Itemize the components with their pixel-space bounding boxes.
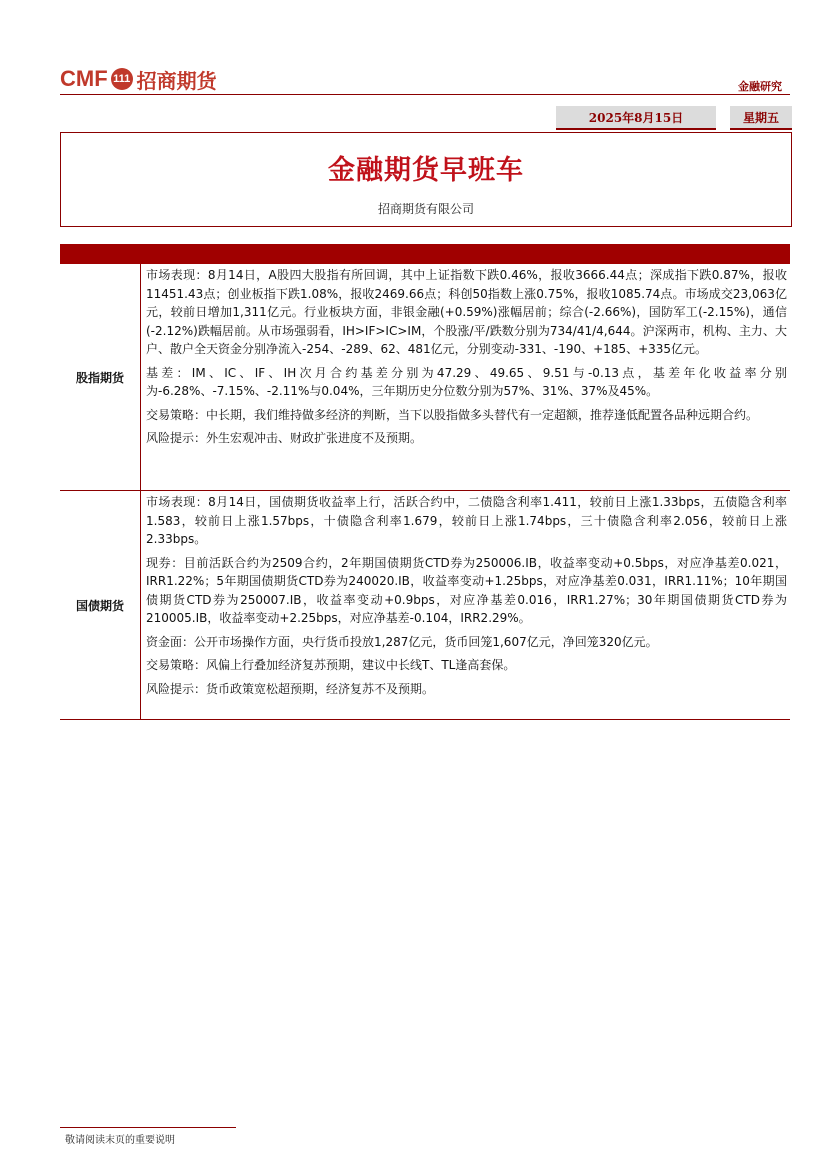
paragraph-liquidity: 资金面：公开市场操作方面，央行货币投放1,287亿元，货币回笼1,607亿元，净回笼320亿元。 (146, 634, 658, 649)
section-stock-index-futures (60, 264, 790, 491)
paragraph-strategy: 交易策略：中长期，我们维持做多经济的判断，当下以股指做多头替代有一定超额，推荐逢低配置各品种远期合约。 (146, 407, 759, 422)
logo-company-name: 招商期货 (136, 68, 217, 93)
page-title: 金融期货早班车 (328, 155, 524, 186)
paragraph-market-performance: 市场表现：8月14日，国债期货收益率上行，活跃合约中，二债隐含利率1.411，较前日上涨1.33bps，五债隐含利率1.583，较前日上涨1.57bps，十债隐含利率1.679，较前日上涨1.74bps，三十债隐含利率2.056，较前日上涨2.33bps。 (146, 495, 787, 546)
report-weekday: 星期五 (730, 106, 792, 130)
paragraph-risk: 风险提示：货币政策宽松超预期，经济复苏不及预期。 (146, 681, 435, 696)
logo-emblem-icon: 111 (111, 68, 133, 90)
section-body (146, 493, 787, 703)
section-label: 国债期货 (60, 491, 141, 719)
title-box (60, 132, 792, 227)
research-category: 金融研究 (738, 80, 782, 93)
paragraph-strategy: 交易策略：风偏上行叠加经济复苏预期，建议中长线T、TL逢高套保。 (146, 658, 516, 672)
date-bar (556, 106, 792, 130)
page-subtitle: 招商期货有限公司 (377, 202, 474, 216)
paragraph-risk: 风险提示：外生宏观冲击、财政扩张进度不及预期。 (146, 431, 423, 445)
section-treasury-futures (60, 491, 790, 720)
paragraph-spot-bonds: 现券：目前活跃合约为2509合约，2年期国债期货CTD券为250006.IB，收益率变动+0.5bps，对应净基差0.021，IRR1.22%；5年期国债期货CTD券为240020.IB，收益率变动+1.25bps，对应净基差0.031，IRR1.11%；10年期国债期货CTD券为250007.IB，收益率变动+0.9bps，对应净基差0.016，IRR1.27%；30年期国债期货CTD券为210005.IB，收益率变动+2.25bps，对应净基差-0.104，IRR2.29%。 (146, 555, 787, 625)
section-label: 股指期货 (60, 264, 141, 490)
section-header-bar (60, 244, 790, 264)
company-logo (60, 66, 217, 92)
footer-disclaimer-note: 敬请阅读末页的重要说明 (65, 1135, 175, 1146)
report-date: 2025年8月15日 (556, 106, 716, 130)
header-divider (60, 94, 790, 95)
section-body (146, 266, 787, 453)
paragraph-basis: 基差：IM、IC、IF、IH次月合约基差分别为47.29、49.65、9.51与-0.13点，基差年化收益率分别为-6.28%、-7.15%、-2.11%与0.04%，三年期历史分位数分别为57%、31%、37%及45%。 (146, 365, 787, 398)
logo-cmf-text: CMF (60, 66, 108, 91)
footer-divider (60, 1127, 236, 1128)
paragraph-market-performance: 市场表现：8月14日，A股四大股指有所回调，其中上证指数下跌0.46%，报收3666.44点；深成指下跌0.87%，报收11451.43点；创业板指下跌1.08%，报收2469.66点；科创50指数上涨0.75%，报收1085.74点。市场成交23,063亿元，较前日增加1,311亿元。行业板块方面，非银金融(+0.59%)涨幅居前；综合(-2.66%)，国防军工(-2.15%)，通信(-2.12%)跌幅居前。从市场强弱看，IH>IF>IC>IM，个股涨/平/跌数分别为734/41/4,644。沪深两市，机构、主力、大户、散户全天资金分别净流入-254、-289、62、481亿元，分别变动-331、-190、+185、+335亿元。 (146, 268, 787, 356)
